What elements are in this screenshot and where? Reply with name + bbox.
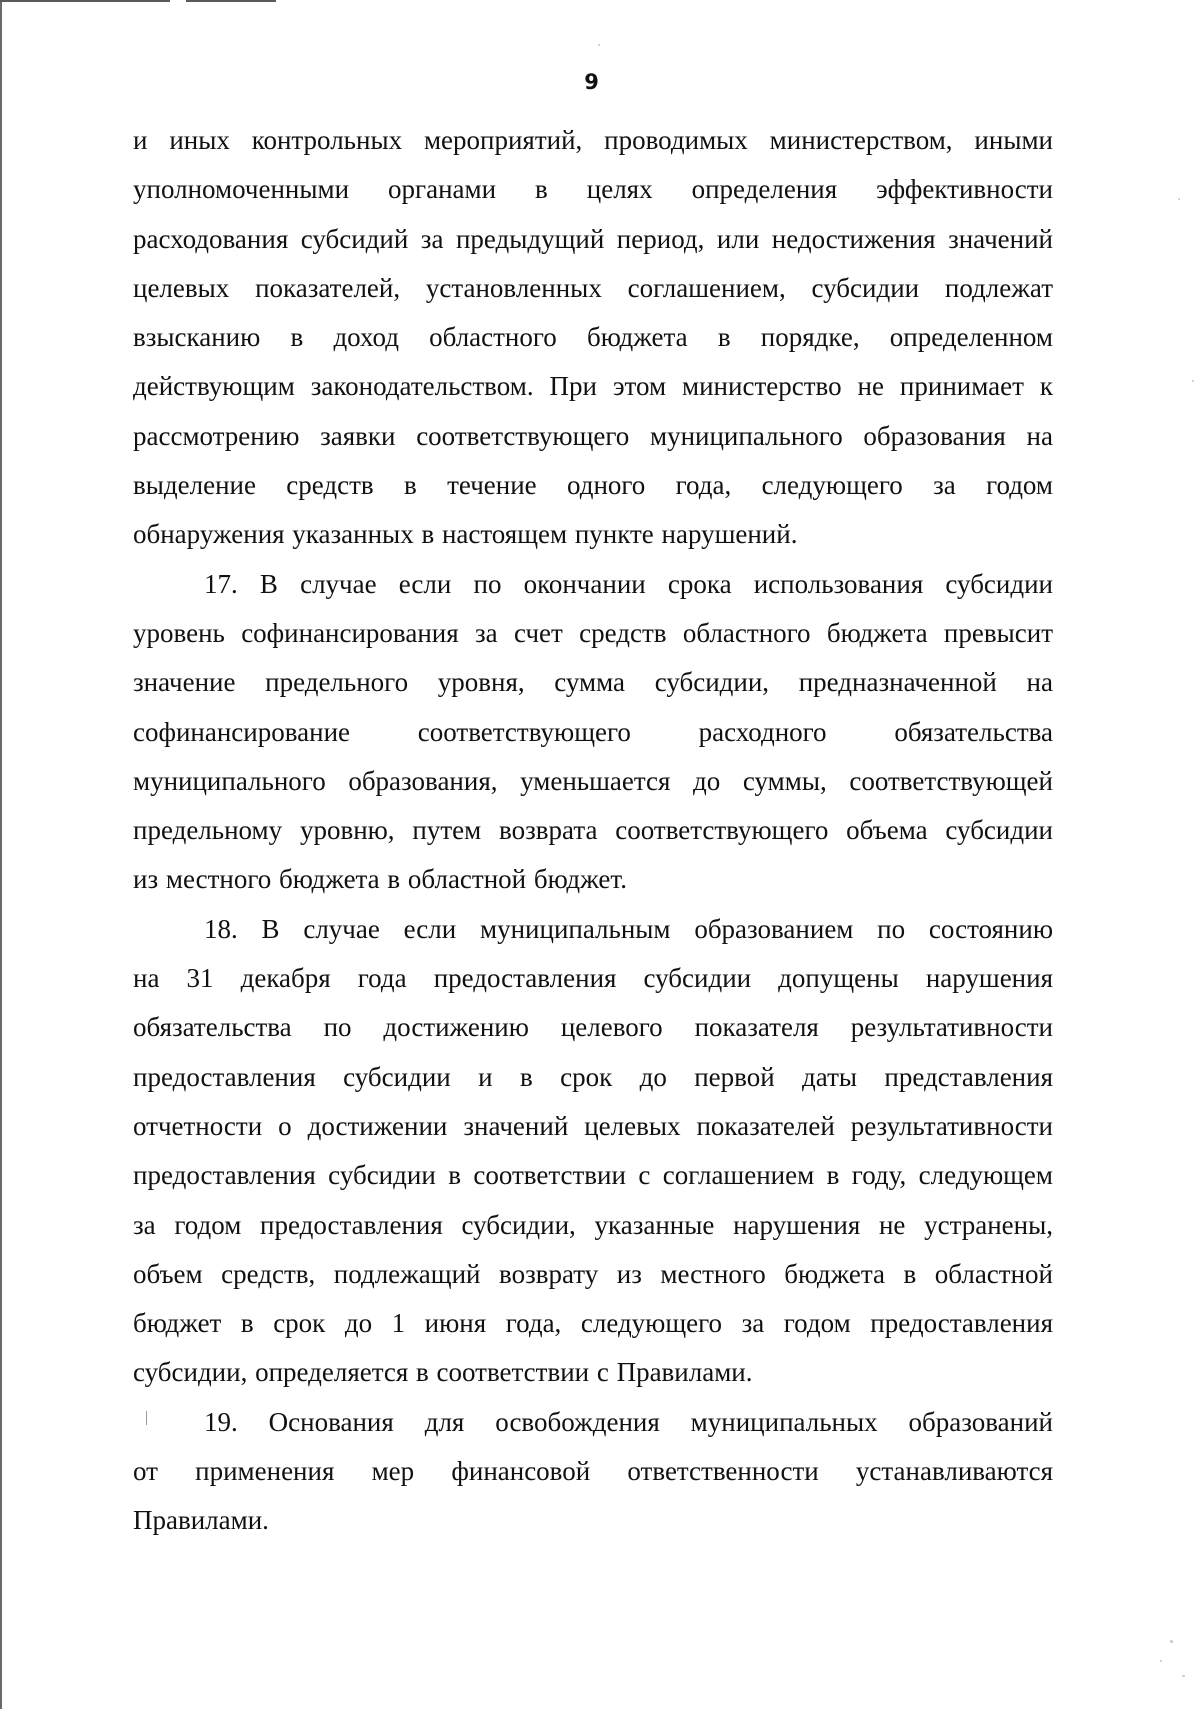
scan-speck <box>1192 380 1194 382</box>
paragraph-18-line-6: предоставления субсидии в соответствии с соглашением в году, следующем <box>133 1160 1053 1191</box>
paragraph-17-line-6: предельному уровню, путем возврата соответствующего объема субсидии <box>133 815 1053 846</box>
paragraph-17-line-1: 17. В случае если по окончании срока использования субсидии <box>204 568 1053 599</box>
page-number: 9 <box>584 70 599 94</box>
paragraph-18-line-7: за годом предоставления субсидии, указанные нарушения не устранены, <box>133 1209 1053 1240</box>
paragraph-18-line-4: предоставления субсидии и в срок до первой даты представления <box>133 1061 1053 1092</box>
paragraph-1-line-5: взысканию в доход областного бюджета в порядке, определенном <box>133 322 1053 353</box>
paragraph-1-line-4: целевых показателей, установленных соглашением, субсидии подлежат <box>133 272 1053 303</box>
paragraph-18-line-3: обязательства по достижению целевого показателя результативности <box>133 1012 1053 1043</box>
scan-speck <box>1178 198 1180 200</box>
paragraph-17-line-4: софинансирование соответствующего расходного обязательства <box>133 716 1053 747</box>
paragraph-17-line-7: из местного бюджета в областной бюджет. <box>133 864 627 895</box>
paragraph-1-line-7: рассмотрению заявки соответствующего муниципального образования на <box>133 420 1053 451</box>
scan-speck <box>1182 1675 1185 1677</box>
scan-line-top-left <box>0 0 170 2</box>
paragraph-1-line-8: выделение средств в течение одного года, следующего за годом <box>133 470 1053 501</box>
paragraph-18-line-5: отчетности о достижении значений целевых показателей результативности <box>133 1110 1053 1141</box>
scan-line-top-right <box>186 0 276 2</box>
paragraph-18-line-9: бюджет в срок до 1 июня года, следующего за годом предоставления <box>133 1308 1053 1339</box>
paragraph-17-line-3: значение предельного уровня, сумма субсидии, предназначенной на <box>133 667 1053 698</box>
paragraph-1-line-2: уполномоченными органами в целях определения эффективности <box>133 174 1053 205</box>
paragraph-17-line-5: муниципального образования, уменьшается до суммы, соответствующей <box>133 765 1053 796</box>
body-text <box>133 116 1053 1546</box>
paragraph-18-line-1: 18. В случае если муниципальным образованием по состоянию <box>204 913 1053 944</box>
paragraph-18-line-8: объем средств, подлежащий возврату из местного бюджета в областной <box>133 1258 1053 1289</box>
paragraph-1-line-3: расходования субсидий за предыдущий период, или недостижения значений <box>133 223 1053 254</box>
paragraph-19-line-2: от применения мер финансовой ответственности устанавливаются <box>133 1456 1053 1487</box>
paragraph-1-line-1: и иных контрольных мероприятий, проводимых министерством, иными <box>133 125 1053 155</box>
paragraph-17-line-2: уровень софинансирования за счет средств областного бюджета превысит <box>133 617 1053 648</box>
paragraph-19-line-1: 19. Основания для освобождения муниципальных образований <box>204 1406 1053 1437</box>
paragraph-1-line-9: обнаружения указанных в настоящем пункте нарушений. <box>133 519 798 550</box>
paragraph-19-line-3: Правилами. <box>133 1505 269 1536</box>
scan-edge-left <box>0 0 2 1709</box>
paragraph-18-line-2: на 31 декабря года предоставления субсидии допущены нарушения <box>133 963 1053 994</box>
paragraph-18-line-10: субсидии, определяется в соответствии с Правилами. <box>133 1357 753 1388</box>
scan-speck <box>598 44 600 46</box>
margin-mark <box>146 1411 147 1425</box>
scan-speck <box>1160 1660 1162 1662</box>
paragraph-1-line-6: действующим законодательством. При этом министерство не принимает к <box>133 371 1053 402</box>
scan-speck <box>1170 1640 1173 1643</box>
